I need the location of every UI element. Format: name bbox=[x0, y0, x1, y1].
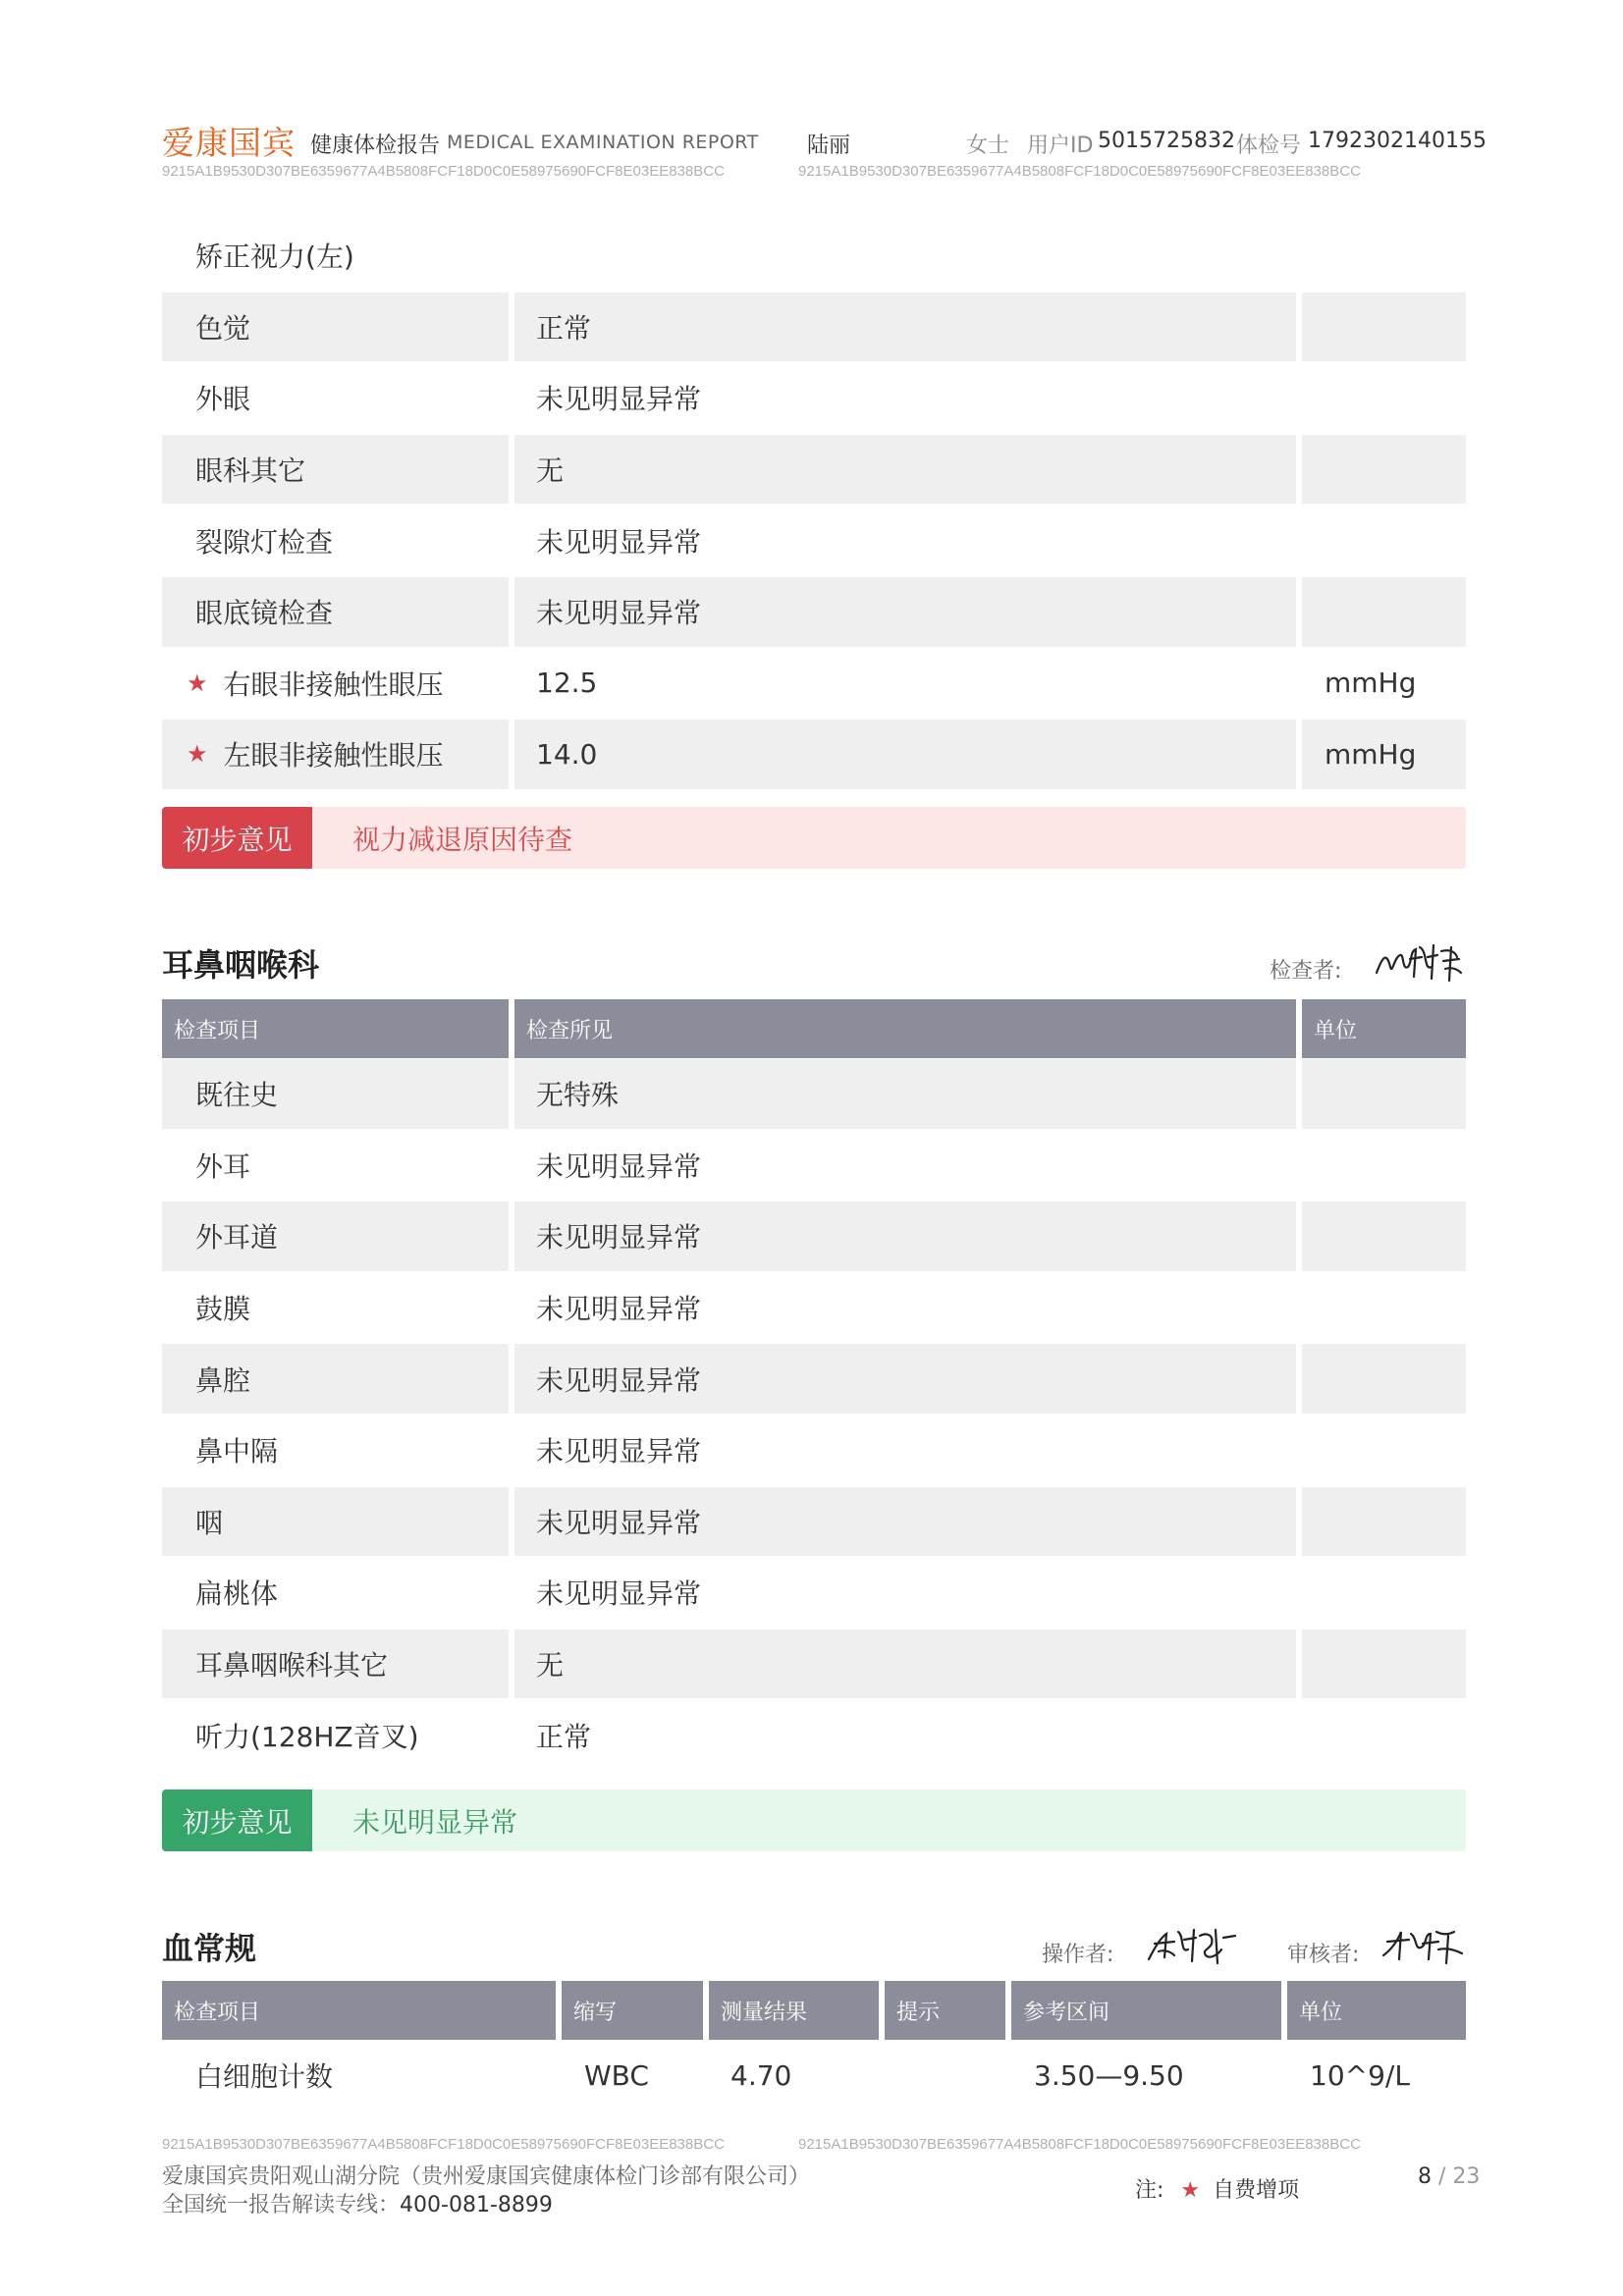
range-cell: 3.50—9.50 bbox=[1034, 2058, 1184, 2092]
item-cell bbox=[162, 649, 509, 719]
eye-opinion-bar bbox=[162, 807, 1466, 869]
result-cell: 未见明显异常 bbox=[514, 1487, 1296, 1557]
star-icon: ★ bbox=[187, 740, 208, 769]
item-name: 裂隙灯检查 bbox=[195, 525, 334, 559]
item-name: 眼底镜检查 bbox=[195, 597, 334, 630]
patient-gender: 女士 bbox=[966, 133, 1010, 158]
item-cell bbox=[162, 506, 509, 575]
table-row bbox=[162, 220, 1466, 292]
report-title-en: MEDICAL EXAMINATION REPORT bbox=[447, 132, 759, 153]
unit-cell bbox=[1302, 293, 1466, 362]
result-cell: 未见明显异常 bbox=[536, 525, 702, 559]
result-cell: 未见明显异常 bbox=[514, 1201, 1296, 1271]
hotline-number: 400-081-8899 bbox=[400, 2193, 553, 2217]
table-row bbox=[162, 1201, 1466, 1272]
table-row bbox=[162, 1415, 1466, 1486]
unit-cell bbox=[1302, 1273, 1466, 1343]
table-row bbox=[162, 1699, 1466, 1771]
opinion-label: 初步意见 bbox=[162, 1789, 312, 1851]
item-name: 左眼非接触性眼压 bbox=[223, 739, 444, 773]
column-header: 检查所见 bbox=[514, 999, 1296, 1058]
result-cell: 未见明显异常 bbox=[536, 1293, 702, 1326]
column-header: 缩写 bbox=[562, 1981, 703, 2040]
exam-number-value: 1792302140155 bbox=[1308, 129, 1487, 153]
user-id-label: 用户ID bbox=[1027, 133, 1094, 158]
table-row bbox=[162, 1058, 1466, 1130]
page-number bbox=[1418, 2164, 1480, 2189]
table-row bbox=[162, 1557, 1466, 1629]
hint-cell bbox=[885, 2041, 1005, 2110]
unit-cell bbox=[1302, 506, 1466, 575]
item-cell: 白细胞计数 bbox=[195, 2060, 334, 2094]
result-cell: 正常 bbox=[514, 293, 1296, 362]
table-row bbox=[162, 648, 1466, 720]
result-cell: 未见明显异常 bbox=[514, 577, 1296, 647]
table-row bbox=[162, 1629, 1466, 1700]
result-cell: 未见明显异常 bbox=[536, 1149, 702, 1183]
reviewer-label: 审核者: bbox=[1287, 1943, 1360, 1967]
unit-cell: mmHg bbox=[1302, 720, 1466, 789]
item-cell: 既往史 bbox=[162, 1059, 509, 1129]
result-cell: 14.0 bbox=[514, 720, 1296, 789]
star-icon: ★ bbox=[187, 668, 208, 697]
result-cell: 无 bbox=[514, 1629, 1296, 1699]
eye-exam-table bbox=[162, 220, 1466, 790]
opinion-label: 初步意见 bbox=[162, 807, 312, 869]
star-icon: ★ bbox=[1180, 2178, 1201, 2203]
unit-cell: 10^9/L bbox=[1310, 2058, 1410, 2092]
column-header: 检查项目 bbox=[162, 999, 509, 1058]
abbr-cell: WBC bbox=[584, 2058, 649, 2092]
table-row bbox=[162, 2040, 1466, 2111]
opinion-text: 视力减退原因待查 bbox=[312, 807, 1466, 869]
item-cell bbox=[162, 720, 509, 789]
item-cell: 鼓膜 bbox=[195, 1293, 251, 1326]
result-cell: 未见明显异常 bbox=[536, 1435, 702, 1468]
patient-name: 陆丽 bbox=[807, 133, 851, 158]
ent-exam-table bbox=[162, 999, 1466, 1771]
item-cell bbox=[162, 293, 509, 362]
column-header: 提示 bbox=[885, 1981, 1005, 2040]
brand-logo: 爱康国宾 bbox=[162, 124, 296, 162]
footer-hash: 9215A1B9530D307BE6359677A4B5808FCF18D0C0E58975690FCF8E03EE838BCC bbox=[798, 2136, 1361, 2153]
table-row bbox=[162, 1272, 1466, 1344]
inspector-signature-image bbox=[1373, 937, 1466, 987]
item-cell: 外耳道 bbox=[162, 1201, 509, 1271]
unit-cell bbox=[1302, 1131, 1466, 1201]
table-header bbox=[162, 1981, 1466, 2040]
section-title-blood: 血常规 bbox=[162, 1930, 257, 1967]
footer-hospital: 爱康国宾贵阳观山湖分院（贵州爱康国宾健康体检门诊部有限公司） bbox=[162, 2164, 811, 2189]
unit-cell bbox=[1302, 577, 1466, 647]
column-header: 参考区间 bbox=[1011, 1981, 1281, 2040]
item-name: 色觉 bbox=[195, 311, 251, 345]
result-cell: 未见明显异常 bbox=[536, 1577, 702, 1611]
table-row bbox=[162, 434, 1466, 506]
result-cell: 无 bbox=[514, 435, 1296, 505]
header-hash: 9215A1B9530D307BE6359677A4B5808FCF18D0C0E58975690FCF8E03EE838BCC bbox=[798, 163, 1361, 180]
report-title: 健康体检报告 bbox=[310, 133, 441, 158]
item-cell: 听力(128HZ音叉) bbox=[195, 1720, 419, 1753]
table-row bbox=[162, 505, 1466, 576]
result-cell: 4.70 bbox=[730, 2058, 792, 2092]
item-cell: 鼻腔 bbox=[162, 1344, 509, 1414]
result-cell: 未见明显异常 bbox=[514, 1344, 1296, 1414]
result-cell: 无特殊 bbox=[514, 1059, 1296, 1129]
unit-cell bbox=[1302, 221, 1466, 291]
table-row bbox=[162, 1130, 1466, 1201]
item-cell bbox=[162, 221, 509, 291]
reviewer-signature-image bbox=[1380, 1920, 1466, 1969]
note-text: 自费增项 bbox=[1213, 2178, 1300, 2203]
header-hash: 9215A1B9530D307BE6359677A4B5808FCF18D0C0E58975690FCF8E03EE838BCC bbox=[162, 163, 725, 180]
footer-note bbox=[1135, 2173, 1299, 2204]
opinion-text: 未见明显异常 bbox=[312, 1789, 1466, 1851]
table-row bbox=[162, 1486, 1466, 1558]
footer-hash: 9215A1B9530D307BE6359677A4B5808FCF18D0C0E58975690FCF8E03EE838BCC bbox=[162, 2136, 725, 2153]
hotline-label: 全国统一报告解读专线： bbox=[162, 2193, 401, 2217]
item-cell: 耳鼻咽喉科其它 bbox=[162, 1629, 509, 1699]
ent-opinion-bar bbox=[162, 1789, 1466, 1851]
table-row bbox=[162, 362, 1466, 434]
section-title-ent: 耳鼻咽喉科 bbox=[162, 946, 320, 984]
item-cell bbox=[162, 435, 509, 505]
unit-cell bbox=[1302, 1700, 1466, 1770]
footer-hotline bbox=[162, 2188, 553, 2218]
unit-cell bbox=[1302, 1344, 1466, 1414]
item-cell: 扁桃体 bbox=[195, 1577, 279, 1611]
blood-exam-table bbox=[162, 1981, 1466, 2111]
item-name: 矫正视力(左) bbox=[195, 240, 354, 274]
table-row bbox=[162, 719, 1466, 790]
item-cell bbox=[162, 577, 509, 647]
column-header: 单位 bbox=[1287, 1981, 1466, 2040]
inspector-label: 检查者: bbox=[1270, 959, 1342, 984]
result-cell: 未见明显异常 bbox=[536, 383, 702, 416]
user-id-value: 5015725832 bbox=[1098, 129, 1235, 153]
unit-cell bbox=[1302, 435, 1466, 505]
unit-cell bbox=[1302, 1059, 1466, 1129]
current-page: 8 bbox=[1418, 2164, 1432, 2189]
column-header: 检查项目 bbox=[162, 1981, 556, 2040]
total-pages: / 23 bbox=[1438, 2164, 1481, 2189]
operator-signature-image bbox=[1145, 1920, 1238, 1969]
column-header: 单位 bbox=[1302, 999, 1466, 1058]
unit-cell bbox=[1302, 363, 1466, 433]
table-header bbox=[162, 999, 1466, 1058]
unit-cell bbox=[1302, 1415, 1466, 1485]
exam-number-label: 体检号 bbox=[1236, 133, 1302, 158]
unit-cell bbox=[1302, 1487, 1466, 1557]
operator-label: 操作者: bbox=[1042, 1943, 1114, 1967]
table-row bbox=[162, 1343, 1466, 1415]
item-name: 右眼非接触性眼压 bbox=[223, 667, 444, 701]
unit-cell bbox=[1302, 1558, 1466, 1628]
column-header: 测量结果 bbox=[709, 1981, 879, 2040]
result-cell bbox=[514, 221, 1296, 291]
result-cell: 12.5 bbox=[536, 667, 598, 700]
item-cell: 鼻中隔 bbox=[195, 1435, 279, 1468]
unit-cell bbox=[1302, 1201, 1466, 1271]
result-cell: 正常 bbox=[536, 1720, 592, 1753]
item-name: 外眼 bbox=[195, 383, 251, 416]
table-row bbox=[162, 576, 1466, 648]
table-row bbox=[162, 292, 1466, 363]
item-cell: 外耳 bbox=[195, 1149, 251, 1183]
item-cell: 咽 bbox=[162, 1487, 509, 1557]
unit-cell bbox=[1302, 1629, 1466, 1699]
note-label: 注: bbox=[1135, 2178, 1164, 2203]
item-cell bbox=[162, 363, 509, 433]
unit-cell: mmHg bbox=[1325, 667, 1417, 700]
item-name: 眼科其它 bbox=[195, 454, 306, 488]
